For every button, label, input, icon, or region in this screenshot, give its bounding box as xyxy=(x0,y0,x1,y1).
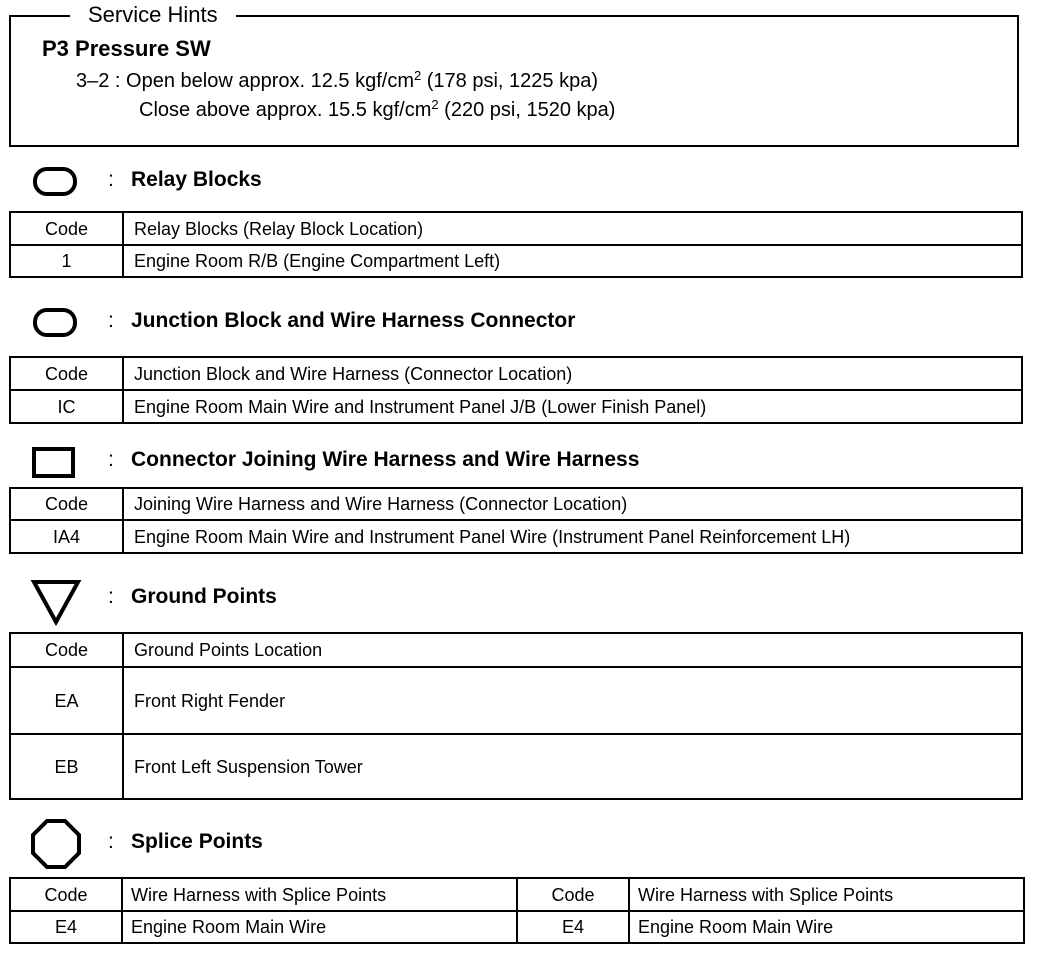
hint-1-sup: 2 xyxy=(413,68,422,83)
row-code: EA xyxy=(10,667,123,734)
row-code-left: E4 xyxy=(10,911,122,943)
service-hint-line-2 xyxy=(139,98,615,122)
header-desc: Joining Wire Harness and Wire Harness (Connector Location) xyxy=(123,488,1022,520)
header-desc: Relay Blocks (Relay Block Location) xyxy=(123,212,1022,245)
header-code-left: Code xyxy=(10,878,122,911)
splice-points-table xyxy=(9,877,1025,944)
table-row xyxy=(10,911,1024,943)
row-code: IA4 xyxy=(10,520,123,553)
table-row xyxy=(10,734,1022,799)
relay-block-icon xyxy=(33,166,77,198)
relay-blocks-table xyxy=(9,211,1023,278)
table-row xyxy=(10,520,1022,553)
hint-2-sup: 2 xyxy=(431,97,439,112)
row-code: 1 xyxy=(10,245,123,277)
header-desc-left: Wire Harness with Splice Points xyxy=(122,878,517,911)
row-desc: Engine Room Main Wire and Instrument Panel J/B (Lower Finish Panel) xyxy=(123,390,1022,423)
ground-points-heading: Ground Points xyxy=(131,585,277,608)
row-desc: Front Left Suspension Tower xyxy=(123,734,1022,799)
hint-2-prefix: Close above approx. 15.5 kgf/cm xyxy=(139,99,432,121)
splice-points-heading: Splice Points xyxy=(131,830,263,853)
table-row xyxy=(10,390,1022,423)
connector-joining-heading: Connector Joining Wire Harness and Wire Harness xyxy=(131,448,640,471)
connector-joining-table xyxy=(9,487,1023,554)
ground-points-colon: : xyxy=(108,585,114,608)
row-code-right: E4 xyxy=(517,911,629,943)
row-desc: Front Right Fender xyxy=(123,667,1022,734)
hint-1-prefix: 3–2 : Open below approx. 12.5 kgf/cm xyxy=(76,70,414,92)
header-code: Code xyxy=(10,633,123,667)
header-desc: Junction Block and Wire Harness (Connector Location) xyxy=(123,357,1022,390)
table-row xyxy=(10,667,1022,734)
table-header-row xyxy=(10,357,1022,390)
header-desc-right: Wire Harness with Splice Points xyxy=(629,878,1024,911)
header-code: Code xyxy=(10,212,123,245)
row-desc: Engine Room R/B (Engine Compartment Left) xyxy=(123,245,1022,277)
row-desc-left: Engine Room Main Wire xyxy=(122,911,517,943)
table-header-row xyxy=(10,488,1022,520)
header-code: Code xyxy=(10,488,123,520)
table-header-row xyxy=(10,633,1022,667)
table-row xyxy=(10,245,1022,277)
hint-1-suffix: (178 psi, 1225 kpa) xyxy=(421,70,598,92)
relay-blocks-colon: : xyxy=(108,168,114,191)
row-code: EB xyxy=(10,734,123,799)
junction-block-colon: : xyxy=(108,309,114,332)
header-code-right: Code xyxy=(517,878,629,911)
junction-block-heading: Junction Block and Wire Harness Connector xyxy=(131,309,576,332)
ground-points-icon xyxy=(30,578,82,626)
header-code: Code xyxy=(10,357,123,390)
row-desc-right: Engine Room Main Wire xyxy=(629,911,1024,943)
service-hints-title: Service Hints xyxy=(70,2,236,28)
junction-block-icon xyxy=(33,307,77,339)
service-hint-line-1 xyxy=(76,69,598,93)
connector-joining-colon: : xyxy=(108,448,114,471)
junction-block-table xyxy=(9,356,1023,424)
row-desc: Engine Room Main Wire and Instrument Panel Wire (Instrument Panel Reinforcement LH) xyxy=(123,520,1022,553)
connector-joining-icon xyxy=(32,446,76,478)
header-desc: Ground Points Location xyxy=(123,633,1022,667)
ground-points-table xyxy=(9,632,1023,800)
table-header-row xyxy=(10,878,1024,911)
relay-blocks-heading: Relay Blocks xyxy=(131,168,262,191)
table-header-row xyxy=(10,212,1022,245)
service-hints-item: P3 Pressure SW xyxy=(42,36,211,61)
row-code: IC xyxy=(10,390,123,423)
splice-points-colon: : xyxy=(108,830,114,853)
hint-2-suffix: (220 psi, 1520 kpa) xyxy=(438,99,616,121)
splice-points-icon xyxy=(30,818,82,870)
